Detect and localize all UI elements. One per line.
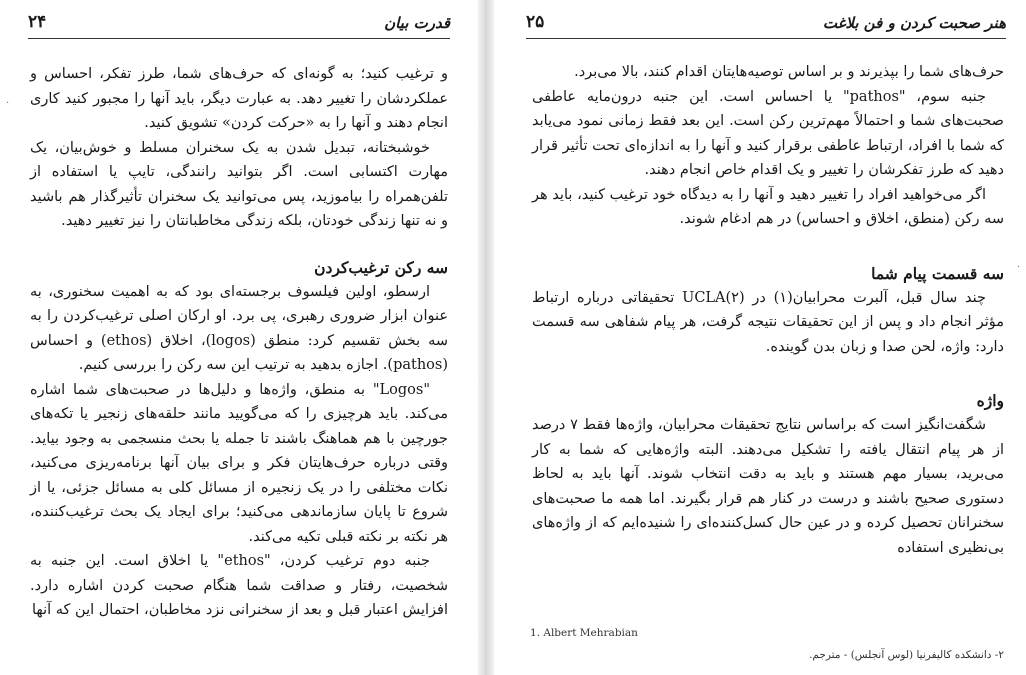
left-paragraph-3: ارسطو، اولین فیلسوف برجسته‌ای بود که به اهمیت سخنوری، به عنوان ابزار ضروری رهبری، پی برد. او ارکان اصلی ترغیب‌کردن را به سه بخش تقسیم کرد: منطق (logos)، اخلاق (ethos) و احساس (pathos). اجازه بدهید به ترتیب این سه رکن را بررسی کنیم. [30, 283, 448, 373]
footnote-1: 1. Albert Mehrabian [530, 627, 638, 639]
left-paragraph-5: جنبه دوم ترغیب کردن، "ethos" یا اخلاق است. این جنبه به شخصیت، رفتار و صداقت شما هنگام صحبت کردن اشاره دارد. افزایش اعتبار قبل و بعد از سخنرانی نزد مخاطبان، احتمال این که آنها [30, 553, 448, 618]
right-page-header [526, 12, 1006, 39]
footnotes [530, 622, 1004, 666]
right-paragraph-5: شگفت‌انگیز است که براساس نتایج تحقیقات محرابیان، واژه‌ها فقط ۷ درصد از هر پیام انتقال یافته را تشکیل می‌دهند. البته واژه‌هایی که شما به کار می‌برید، بسیار مهم هستند و باید به دقت انتخاب شوند. آنها باید به لحاظ دستوری صحیح باشند و درست در کنار هم قرار بگیرند. اما همه ما صحبت‌های سخنرانان تحصیل کرده و در عین حال کسل‌کننده‌ای را شنیده‌ایم که از واژه‌های بی‌نظیری استفاده [532, 417, 1004, 556]
right-paragraph-1: حرف‌های شما را بپذیرند و بر اساس توصیه‌هایتان اقدام کنند، بالا می‌برد. [574, 64, 1004, 80]
right-header-title: هنر صحبت کردن و فن بلاغت [822, 14, 1006, 32]
left-paragraph-1: و ترغیب کنید؛ به گونه‌ای که حرف‌های شما، طرز تفکر، احساس و عملکردشان را تغییر دهد. به عبارت دیگر، باید آنها را مجبور کنید کاری انجام دهند و آنها را به «حرکت کردن» تشویق کنید. [30, 66, 448, 131]
left-page-number: ۲۴ [28, 12, 47, 32]
left-paragraph-4: "Logos" به منطق، واژه‌ها و دلیل‌ها در صحبت‌های شما اشاره می‌کند. باید هرچیزی را که می‌گویید مانند حلقه‌های زنجیر یا تکه‌های جورچین با هم هماهنگ باشند تا جمله یا بحث منسجمی به وجود بیاید. وقتی درباره حرف‌هایتان فکر و برای بیان آنها برنامه‌ریزی می‌کنید، نکات مختلفی را در یک زنجیره از مسائل کلی به مسائل جزئی، یا از شروع تا پایان سازماندهی می‌کنید؛ برای ایجاد یک بحث ترغیب‌کننده، هر نکته بر نکته قبلی تکیه می‌کند. [30, 381, 448, 545]
right-section-heading-2: واژه [976, 391, 1004, 410]
left-page-body [30, 62, 448, 623]
right-paragraph-4: چند سال قبل، آلبرت محرابیان(۱) در UCLA(۲) تحقیقاتی درباره ارتباط مؤثر انجام داد و پس از این تحقیقات نتیجه گرفت، هر پیام شفاهی سه قسمت دارد: واژه، لحن صدا و زبان بدن گوینده. [532, 289, 1004, 355]
footnote-2: ۲- دانشکده کالیفرنیا (لوس آنجلس) - مترجم. [809, 649, 1004, 661]
book-gutter [478, 0, 494, 675]
right-paragraph-2: جنبه سوم، "pathos" یا احساس است. این جنبه درون‌مایه عاطفی صحبت‌های شما و احتمالاً مهم‌ترین رکن است. این بعد فقط زمانی نمود می‌یابد که شما با افراد، ارتباط عاطفی برقرار کنید و آنها را به اندازه‌ای تحت تأثیر قرار دهید که طرز تفکرشان را تغییر و یک اقدام خاص انجام دهند. [532, 88, 1004, 178]
left-paragraph-2: خوشبختانه، تبدیل شدن به یک سخنران مسلط و خوش‌بیان، یک مهارت اکتسابی است. اگر بتوانید رانندگی، تایپ یا استفاده از تلفن‌همراه را بیاموزید، پس می‌توانید یک سخنران تأثیرگذار هم باشید و نه تنها زندگی خودتان، بلکه زندگی مخاطبانتان را نیز تغییر دهید. [30, 139, 448, 229]
margin-dot: · [1016, 262, 1020, 273]
right-page-number: ۲۵ [526, 12, 545, 32]
right-page [494, 0, 1026, 675]
left-section-heading: سه رکن ترغیب‌کردن [314, 257, 448, 277]
right-page-body [532, 60, 1004, 560]
margin-dot: · [6, 98, 10, 109]
left-header-title: قدرت بیان [384, 14, 450, 32]
left-page [0, 0, 478, 675]
right-paragraph-3: اگر می‌خواهید افراد را تغییر دهید و آنها را به دیدگاه خود ترغیب کنید، باید هر سه رکن (منطق، اخلاق و احساس) در هم ادغام شوند. [532, 186, 1004, 227]
left-page-header [28, 12, 450, 39]
right-section-heading-1: سه قسمت پیام شما [871, 263, 1004, 283]
